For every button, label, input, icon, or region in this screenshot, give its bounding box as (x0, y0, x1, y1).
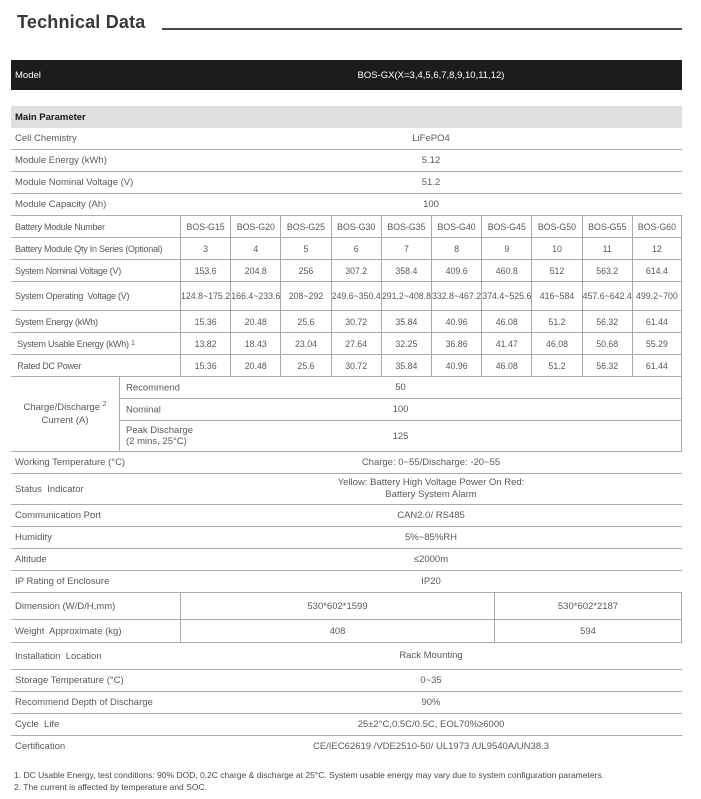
spec-row (11, 505, 682, 527)
charge-row-label (126, 404, 161, 415)
page-header (11, 12, 682, 33)
spec-row (11, 692, 682, 714)
matrix-row (11, 333, 682, 355)
row-value (180, 576, 682, 588)
matrix-cell: 32.25 (381, 333, 431, 354)
matrix-cell: 20.48 (230, 355, 280, 376)
bottom-spec-rows (11, 643, 682, 757)
matrix-cell: 18.43 (230, 333, 280, 354)
charge-row-label-line2: (2 mins, 25°C) (126, 436, 187, 447)
matrix-cell: 15.36 (180, 311, 230, 332)
matrix-cell: 153.6 (180, 260, 230, 281)
charge-row-value: 50 (395, 382, 406, 393)
matrix-cell: 499.2~700 (632, 282, 682, 310)
spec-row (11, 714, 682, 736)
matrix-cell: 460.8 (481, 260, 531, 281)
matrix-cell: 4 (230, 238, 280, 259)
row-value-line2: Battery System Alarm (385, 489, 477, 500)
matrix-cell: 15.36 (180, 355, 230, 376)
charge-group-label-text: Charge/Discharge (23, 402, 101, 413)
row-label: Communication Port (15, 510, 102, 521)
spec-row (11, 150, 682, 172)
row-label: Dimension (W/D/H,mm) (15, 600, 116, 612)
matrix-row (11, 238, 682, 260)
row-label: IP Rating of Enclosure (15, 576, 110, 587)
matrix-column-header: BOS-G40 (431, 216, 481, 237)
matrix-cell: 40.96 (431, 311, 481, 332)
footnote-2: 2. The current is affected by temperature and SOC. (14, 782, 207, 792)
row-value: CE/IEC62619 /VDE2510-50/ UL1973 /UL9540A/UN38.3 (312, 740, 550, 752)
row-label: Module Nominal Voltage (V) (15, 177, 134, 188)
dual-row (11, 620, 682, 643)
matrix-column-header: BOS-G20 (230, 216, 280, 237)
matrix-row-label: System Nominal Voltage (V) (15, 265, 122, 276)
matrix-cell: 512 (531, 260, 581, 281)
page-title: Technical Data (17, 12, 146, 32)
row-label: Module Capacity (Ah) (15, 199, 107, 210)
footnotes (11, 769, 682, 793)
matrix-cell: 46.08 (531, 333, 581, 354)
matrix-cell: 10 (531, 238, 581, 259)
matrix-cell: 23.04 (280, 333, 330, 354)
matrix-cell: 25.6 (280, 311, 330, 332)
charge-row-label-line1: Peak Discharge (126, 425, 194, 436)
charge-row (120, 421, 681, 451)
matrix-cell: 256 (280, 260, 330, 281)
matrix-cell: 27.64 (331, 333, 381, 354)
row-value: 100 (423, 198, 439, 210)
model-value: BOS-GX(X=3,4,5,6,7,8,9,10,11,12) (357, 69, 505, 81)
footnote-1: 1. DC Usable Energy, test conditions: 90% DOD, 0.2C charge & discharge at 25°C. System usable energy may vary due to system configuration parameters. (14, 770, 605, 780)
matrix-cell: 457.6~642.4 (582, 282, 632, 310)
row-value: 0~35 (420, 674, 442, 686)
matrix-cell: 46.08 (481, 355, 531, 376)
matrix-cell: 36.86 (431, 333, 481, 354)
spec-row (11, 670, 682, 692)
spec-row (11, 194, 682, 216)
matrix-column-header: BOS-G45 (481, 216, 531, 237)
matrix-cell: 50.68 (582, 333, 632, 354)
row-value: 51.2 (421, 176, 441, 188)
charge-row-value: 125 (392, 430, 409, 442)
matrix-row (11, 311, 682, 333)
matrix-column-header: BOS-G60 (632, 216, 682, 237)
matrix-cell: 374.4~525.6 (481, 282, 531, 310)
row-label: Cell Chemistry (15, 133, 77, 144)
matrix-cell: 20.48 (230, 311, 280, 332)
charge-group-label (11, 377, 120, 451)
row-label: Certification (15, 741, 66, 752)
matrix-column-header: BOS-G50 (531, 216, 581, 237)
spec-row (11, 736, 682, 757)
matrix-cell: 358.4 (381, 260, 431, 281)
matrix-cell: 46.08 (481, 311, 531, 332)
section-header-label: Main Parameter (15, 111, 86, 123)
model-label: Model (15, 69, 41, 81)
matrix-cell: 35.84 (381, 311, 431, 332)
matrix-row-label: System Usable Energy (kWh) 1 (15, 338, 135, 349)
matrix-cell: 41.47 (481, 333, 531, 354)
matrix-column-header: BOS-G15 (180, 216, 230, 237)
matrix-cell: 204.8 (230, 260, 280, 281)
matrix-cell: 332.8~467.2 (431, 282, 481, 310)
matrix-cell: 307.2 (331, 260, 381, 281)
row-value (180, 554, 682, 566)
matrix-cell: 51.2 (531, 355, 581, 376)
battery-module-matrix (11, 216, 682, 377)
matrix-cell: 614.4 (632, 260, 682, 281)
matrix-column-header: BOS-G30 (331, 216, 381, 237)
title-underline (162, 28, 682, 30)
matrix-cell: 56.32 (582, 355, 632, 376)
charge-row-label (126, 382, 180, 393)
row-label: Status Indicator (15, 483, 84, 495)
matrix-cell: 51.2 (531, 311, 581, 332)
matrix-cell: 291.2~408.8 (381, 282, 431, 310)
matrix-cell: 3 (180, 238, 230, 259)
matrix-cell: 7 (381, 238, 431, 259)
spec-row (11, 474, 682, 505)
row-value-line1: CAN2.0/ RS485 (397, 509, 465, 521)
spec-row (11, 172, 682, 194)
matrix-cell: 8 (431, 238, 481, 259)
row-value (180, 532, 682, 544)
matrix-cell: 124.8~175.2 (180, 282, 230, 310)
row-label: Installation Location (15, 650, 102, 662)
row-value: 25±2°C,0.5C/0.5C, EOL70%≥6000 (357, 718, 505, 730)
matrix-header-row (11, 216, 682, 238)
row-value: LiFePO4 (412, 132, 450, 144)
matrix-header-label: Battery Module Number (15, 221, 105, 232)
general-spec-rows (11, 452, 682, 593)
spec-row (11, 549, 682, 571)
footnote-ref-2: 2 (102, 400, 107, 408)
matrix-cell: 249.6~350.4 (331, 282, 381, 310)
matrix-row-label: Battery Module Qty In Series (Optional) (15, 243, 163, 254)
charge-group-label-line1 (23, 401, 106, 414)
row-label: Weight Approximate (kg) (15, 625, 122, 637)
row-label: Altitude (15, 554, 47, 565)
matrix-cell: 30.72 (331, 311, 381, 332)
row-value: 5.12 (421, 154, 441, 166)
charge-discharge-group (11, 377, 682, 452)
row-label: Storage Temperature (°C) (15, 675, 124, 686)
charge-group-label-line2: Current (A) (41, 415, 89, 426)
row-value: 90% (421, 696, 441, 708)
matrix-cell: 12 (632, 238, 682, 259)
row-value: Rack Mounting (399, 650, 463, 661)
dimension-weight-rows (11, 593, 682, 643)
matrix-row (11, 355, 682, 377)
row-label: Cycle Life (15, 719, 60, 730)
charge-row-label-line1: Recommend (126, 382, 180, 393)
spec-row (11, 128, 682, 150)
row-value (180, 510, 682, 522)
matrix-cell: 563.2 (582, 260, 632, 281)
matrix-cell: 208~292 (280, 282, 330, 310)
matrix-row (11, 282, 682, 311)
row-label: Module Energy (kWh) (15, 155, 107, 166)
row-value-line1: Yellow: Battery High Voltage Power On Red: (337, 477, 525, 488)
matrix-cell: 40.96 (431, 355, 481, 376)
matrix-column-header: BOS-G55 (582, 216, 632, 237)
matrix-cell: 25.6 (280, 355, 330, 376)
charge-group-rows (120, 377, 681, 451)
charge-row (120, 377, 681, 399)
row-value-line1: Charge: 0~55/Discharge: -20~55 (361, 456, 501, 468)
matrix-cell: 35.84 (381, 355, 431, 376)
matrix-cell: 55.29 (632, 333, 682, 354)
matrix-row-label: System Energy (kWh) (15, 316, 98, 327)
dual-value-left: 408 (180, 620, 494, 642)
dual-row (11, 593, 682, 620)
matrix-cell: 9 (481, 238, 531, 259)
matrix-cell: 30.72 (331, 355, 381, 376)
row-value (180, 457, 682, 469)
dual-value-right: 530*602*2187 (494, 593, 682, 619)
section-header-main-parameter (11, 106, 682, 128)
matrix-column-header: BOS-G25 (280, 216, 330, 237)
dual-value-right: 594 (494, 620, 682, 642)
charge-row-value: 100 (392, 404, 409, 415)
module-spec-rows (11, 128, 682, 216)
matrix-cell: 56.32 (582, 311, 632, 332)
charge-row-label-line1: Nominal (126, 404, 161, 415)
matrix-column-header: BOS-G35 (381, 216, 431, 237)
matrix-cell: 61.44 (632, 311, 682, 332)
row-label: Humidity (15, 532, 52, 543)
matrix-cell: 13.82 (180, 333, 230, 354)
matrix-cell: 11 (582, 238, 632, 259)
row-label: Recommend Depth of Discharge (15, 697, 153, 708)
dual-value-left: 530*602*1599 (180, 593, 494, 619)
matrix-row-label: System Operating Voltage (V) (15, 291, 130, 301)
matrix-cell: 61.44 (632, 355, 682, 376)
matrix-cell: 6 (331, 238, 381, 259)
spec-row (11, 527, 682, 549)
matrix-cell: 166.4~233.6 (230, 282, 280, 310)
matrix-row-label: Rated DC Power (15, 360, 82, 371)
spec-row (11, 571, 682, 593)
spec-row (11, 643, 682, 670)
charge-row-label (126, 425, 193, 447)
row-label: Working Temperature (°C) (15, 457, 126, 468)
matrix-cell: 409.6 (431, 260, 481, 281)
charge-row (120, 399, 681, 421)
matrix-row (11, 260, 682, 282)
row-value (180, 477, 682, 501)
matrix-cell: 416~584 (531, 282, 581, 310)
row-value-line1: IP20 (421, 575, 441, 587)
row-value-line1: ≤2000m (413, 553, 449, 565)
model-header-bar (11, 60, 682, 90)
matrix-cell: 5 (280, 238, 330, 259)
spec-row (11, 452, 682, 474)
row-value-line1: 5%~85%RH (404, 531, 457, 543)
